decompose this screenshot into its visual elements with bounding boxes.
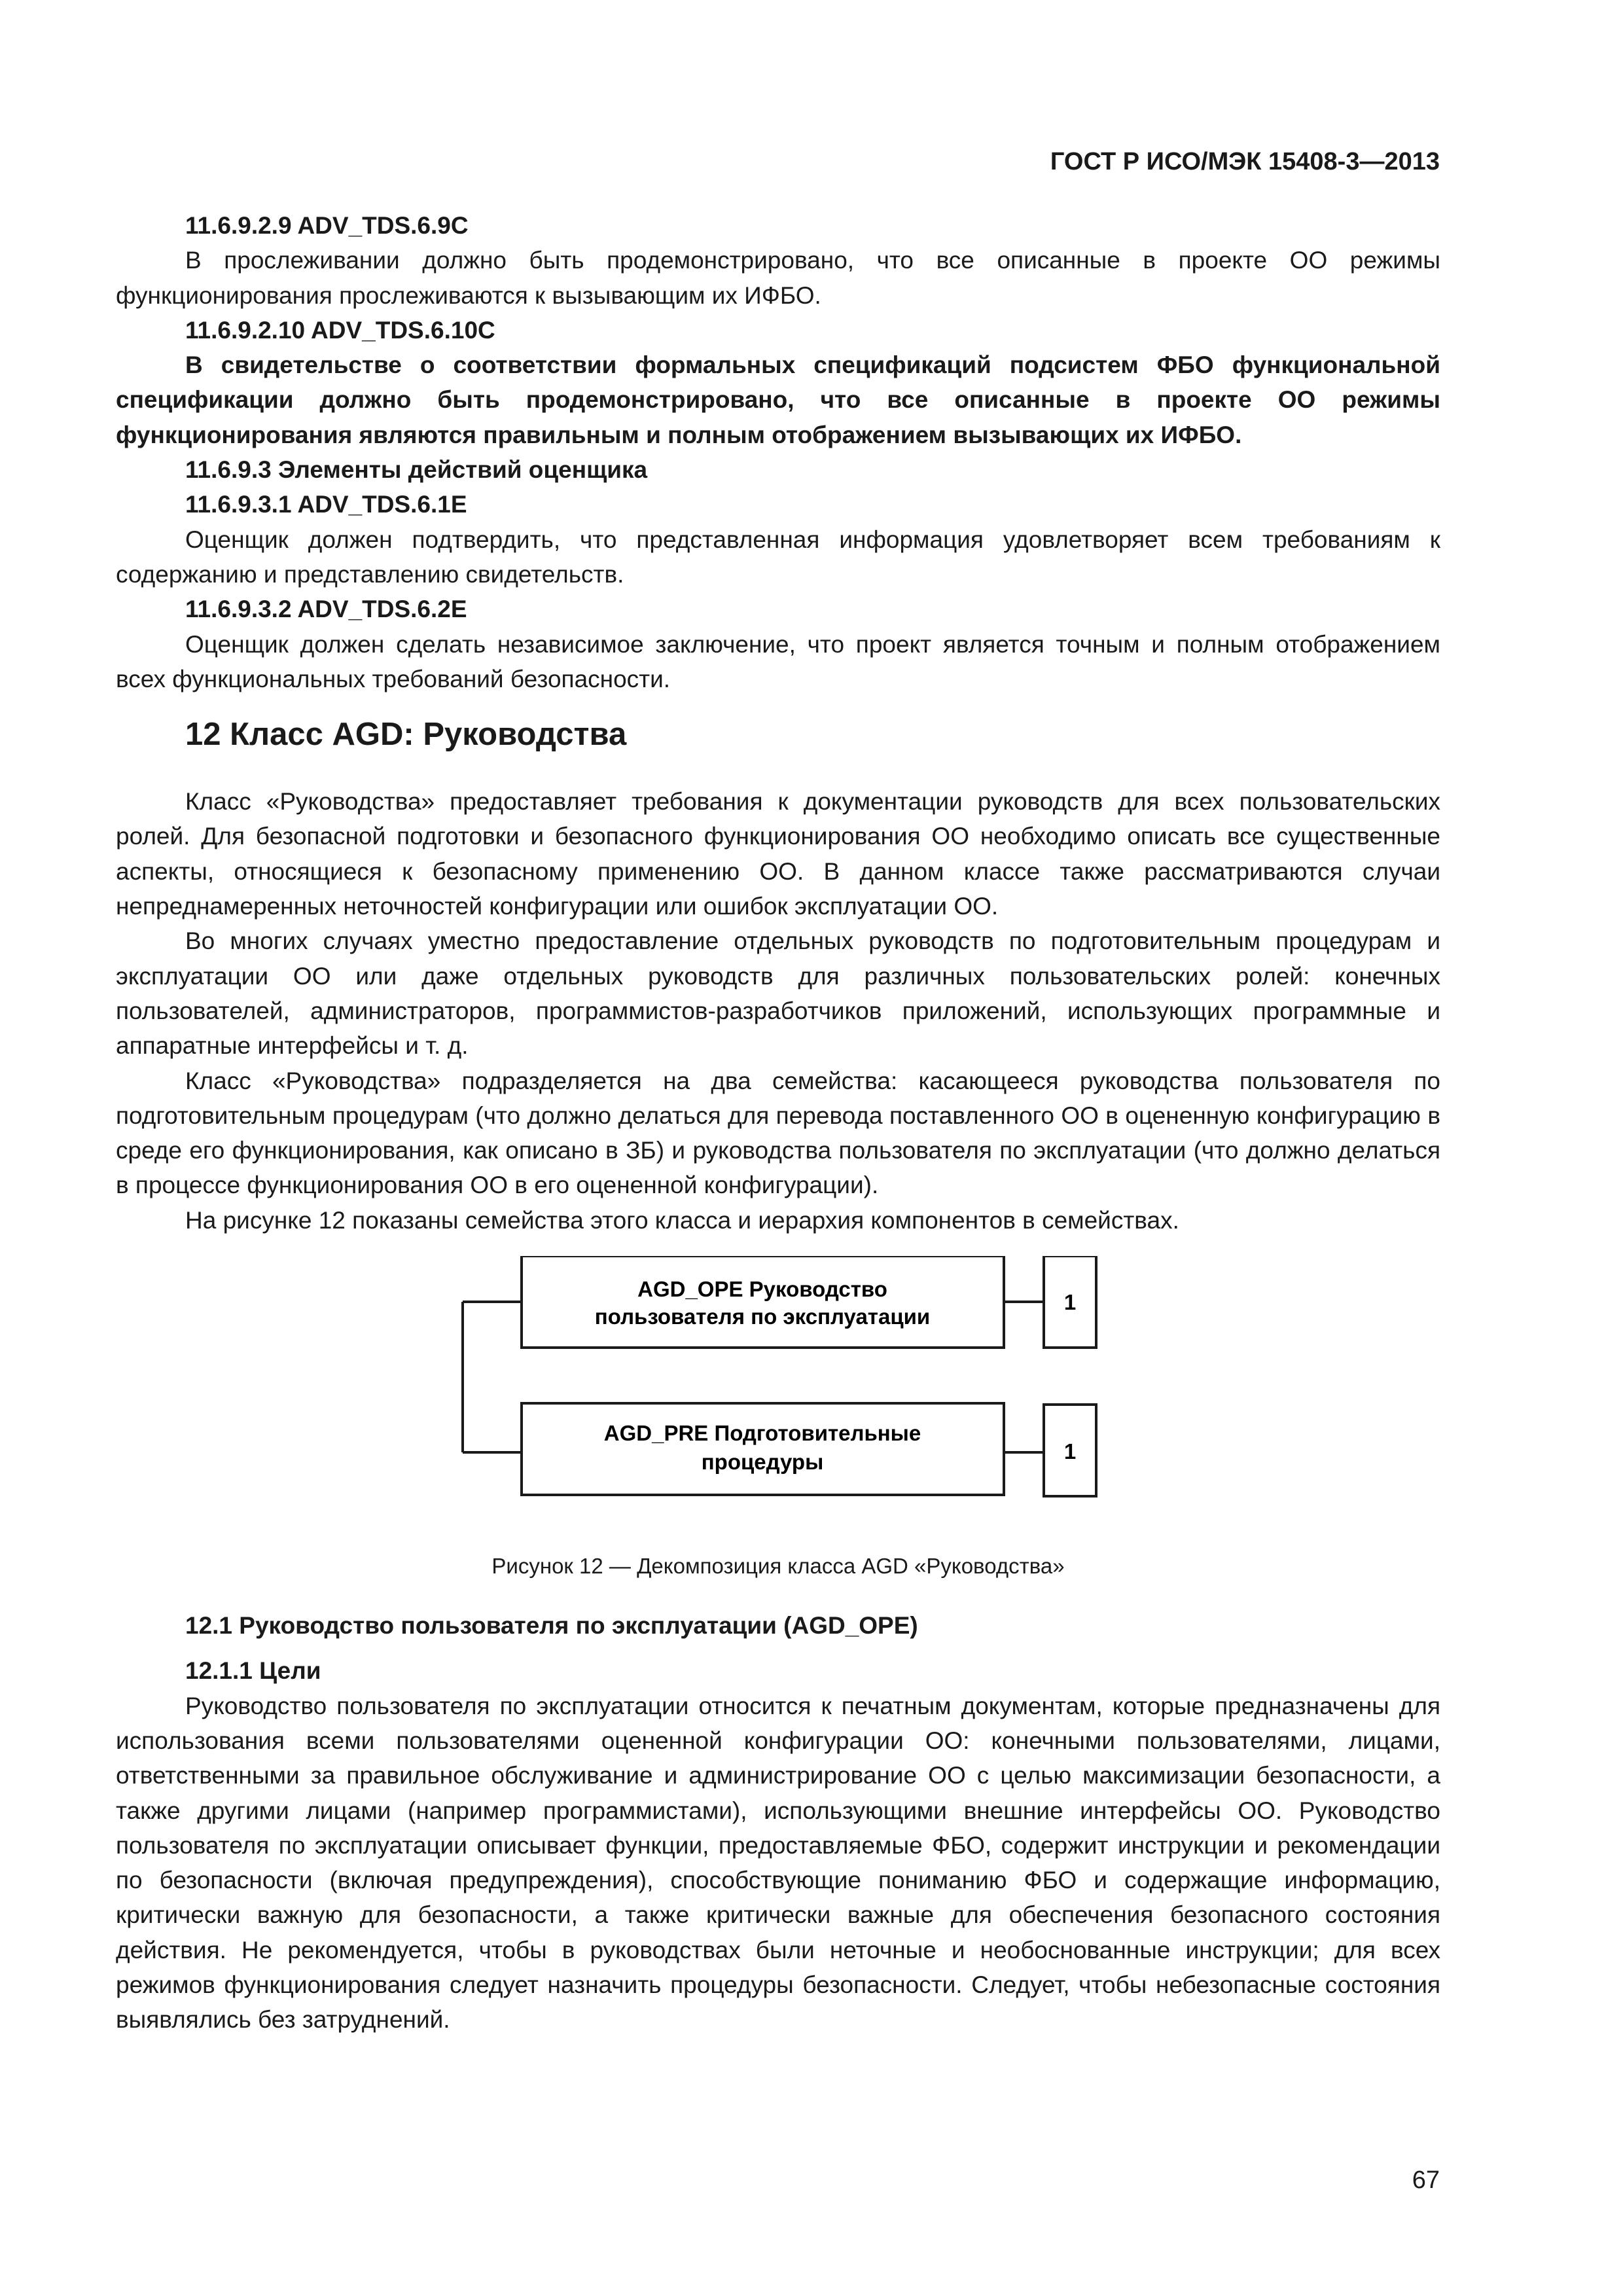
clause-heading: 11.6.9.2.9 ADV_TDS.6.9C [185,212,469,239]
body-paragraph: Руководство пользователя по эксплуатации относится к печатным документам, которые предназначены для использования всеми пользователями оцененной конфигурации ОО: конечными пользователями, лицами, ответственными за правильное обслуживание и администрирование ОО с целью максимизации безопасности, а также другими лицами (например программистами), использующими внешние интерфейсы ОО. Руководство пользователя по эксплуатации описывает функции, предоставляемые ФБО, содержит инструкции и рекомендации по безопасности (включая предупреждения), способствующие пониманию ФБО и содержащие информацию, критически важную для безопасности, а также критически важные для обеспечения безопасного состояния действия. Не рекомендуется, чтобы в руководствах были неточные и необоснованные инструкции; для всех режимов функционирования следует назначить процедуры безопасности. Следует, чтобы небезопасные состояния выявлялись без затруднений. [116,1692,1440,2034]
box2-line2: процедуры [701,1450,824,1475]
clause-heading: 11.6.9.2.10 ADV_TDS.6.10C [185,316,495,344]
body-paragraph: Класс «Руководства» предоставляет требования к документации руководств для всех пользовательских ролей. Для безопасной подготовки и безопасного функционирования ОО необходимо описать все существенные аспекты, относящиеся к безопасному применению ОО. В данном классе также рассматриваются случаи непреднамеренных неточностей конфигурации или ошибок эксплуатации ОО. [116,788,1440,920]
document-header: ГОСТ Р ИСО/МЭК 15408-3—2013 [1050,148,1440,175]
box2-line1: AGD_PRE Подготовительные [603,1421,921,1446]
page-number: 67 [1412,2166,1440,2194]
section-title: 12 Класс AGD: Руководства [185,717,627,753]
clause-heading: 11.6.9.3.1 ADV_TDS.6.1E [185,491,467,518]
clause-heading: 11.6.9.3.2 ADV_TDS.6.2E [185,596,467,623]
requirement-paragraph: В свидетельстве о соответствии формальных спецификаций подсистем ФБО функциональной спецификации должно быть продемонстрировано, что все описанные в проекте ОО режимы функционирования являются правильным и полным отображением вызывающих их ИФБО. [116,351,1440,448]
body-paragraph: На рисунке 12 показаны семейства этого класса и иерархия компонентов в семействах. [185,1206,1179,1234]
figure-caption: Рисунок 12 — Декомпозиция класса AGD «Руководства» [491,1554,1065,1579]
body-paragraph: Во многих случаях уместно предоставление отдельных руководств по подготовительным процедурам и эксплуатации ОО или даже отдельных руководств для различных пользовательских ролей: конечных пользователей, администраторов, программистов-разработчиков приложений, использующих программные и аппаратные интерфейсы и т. д. [116,927,1440,1060]
box1-count: 1 [1063,1290,1077,1315]
box2-count: 1 [1063,1439,1077,1464]
body-paragraph: В прослеживании должно быть продемонстрировано, что все описанные в проекте ОО режимы функционирования прослеживаются к вызывающим их ИФБО. [116,247,1440,309]
family-box-agd-ope [522,1256,1004,1348]
box1-line2: пользователя по эксплуатации [594,1304,931,1329]
box1-line1: AGD_OPE Руководство [637,1277,887,1302]
figure-diagram [116,1256,1440,1544]
body-paragraph: Оценщик должен подтвердить, что представленная информация удовлетворяет всем требованиям к содержанию и представлению свидетельств. [116,526,1440,588]
subsection-subtitle: 12.1.1 Цели [185,1657,321,1685]
decomposition-diagram [116,1256,1440,1544]
subsection-title: 12.1 Руководство пользователя по эксплуатации (AGD_OPE) [185,1612,918,1640]
clause-heading: 11.6.9.3 Элементы действий оценщика [185,456,648,484]
family-box-agd-pre [522,1403,1004,1495]
body-paragraph: Оценщик должен сделать независимое заключение, что проект является точным и полным отображением всех функциональных требований безопасности. [116,630,1440,692]
page-content [116,208,1440,2037]
body-paragraph: Класс «Руководства» подразделяется на два семейства: касающееся руководства пользователя по подготовительным процедурам (что должно делаться для перевода поставленного ОО в оцененную конфигурацию в среде его функционирования, как описано в ЗБ) и руководства пользователя по эксплуатации (что должно делаться в процессе функционирования ОО в его оцененной конфигурации). [116,1067,1440,1199]
